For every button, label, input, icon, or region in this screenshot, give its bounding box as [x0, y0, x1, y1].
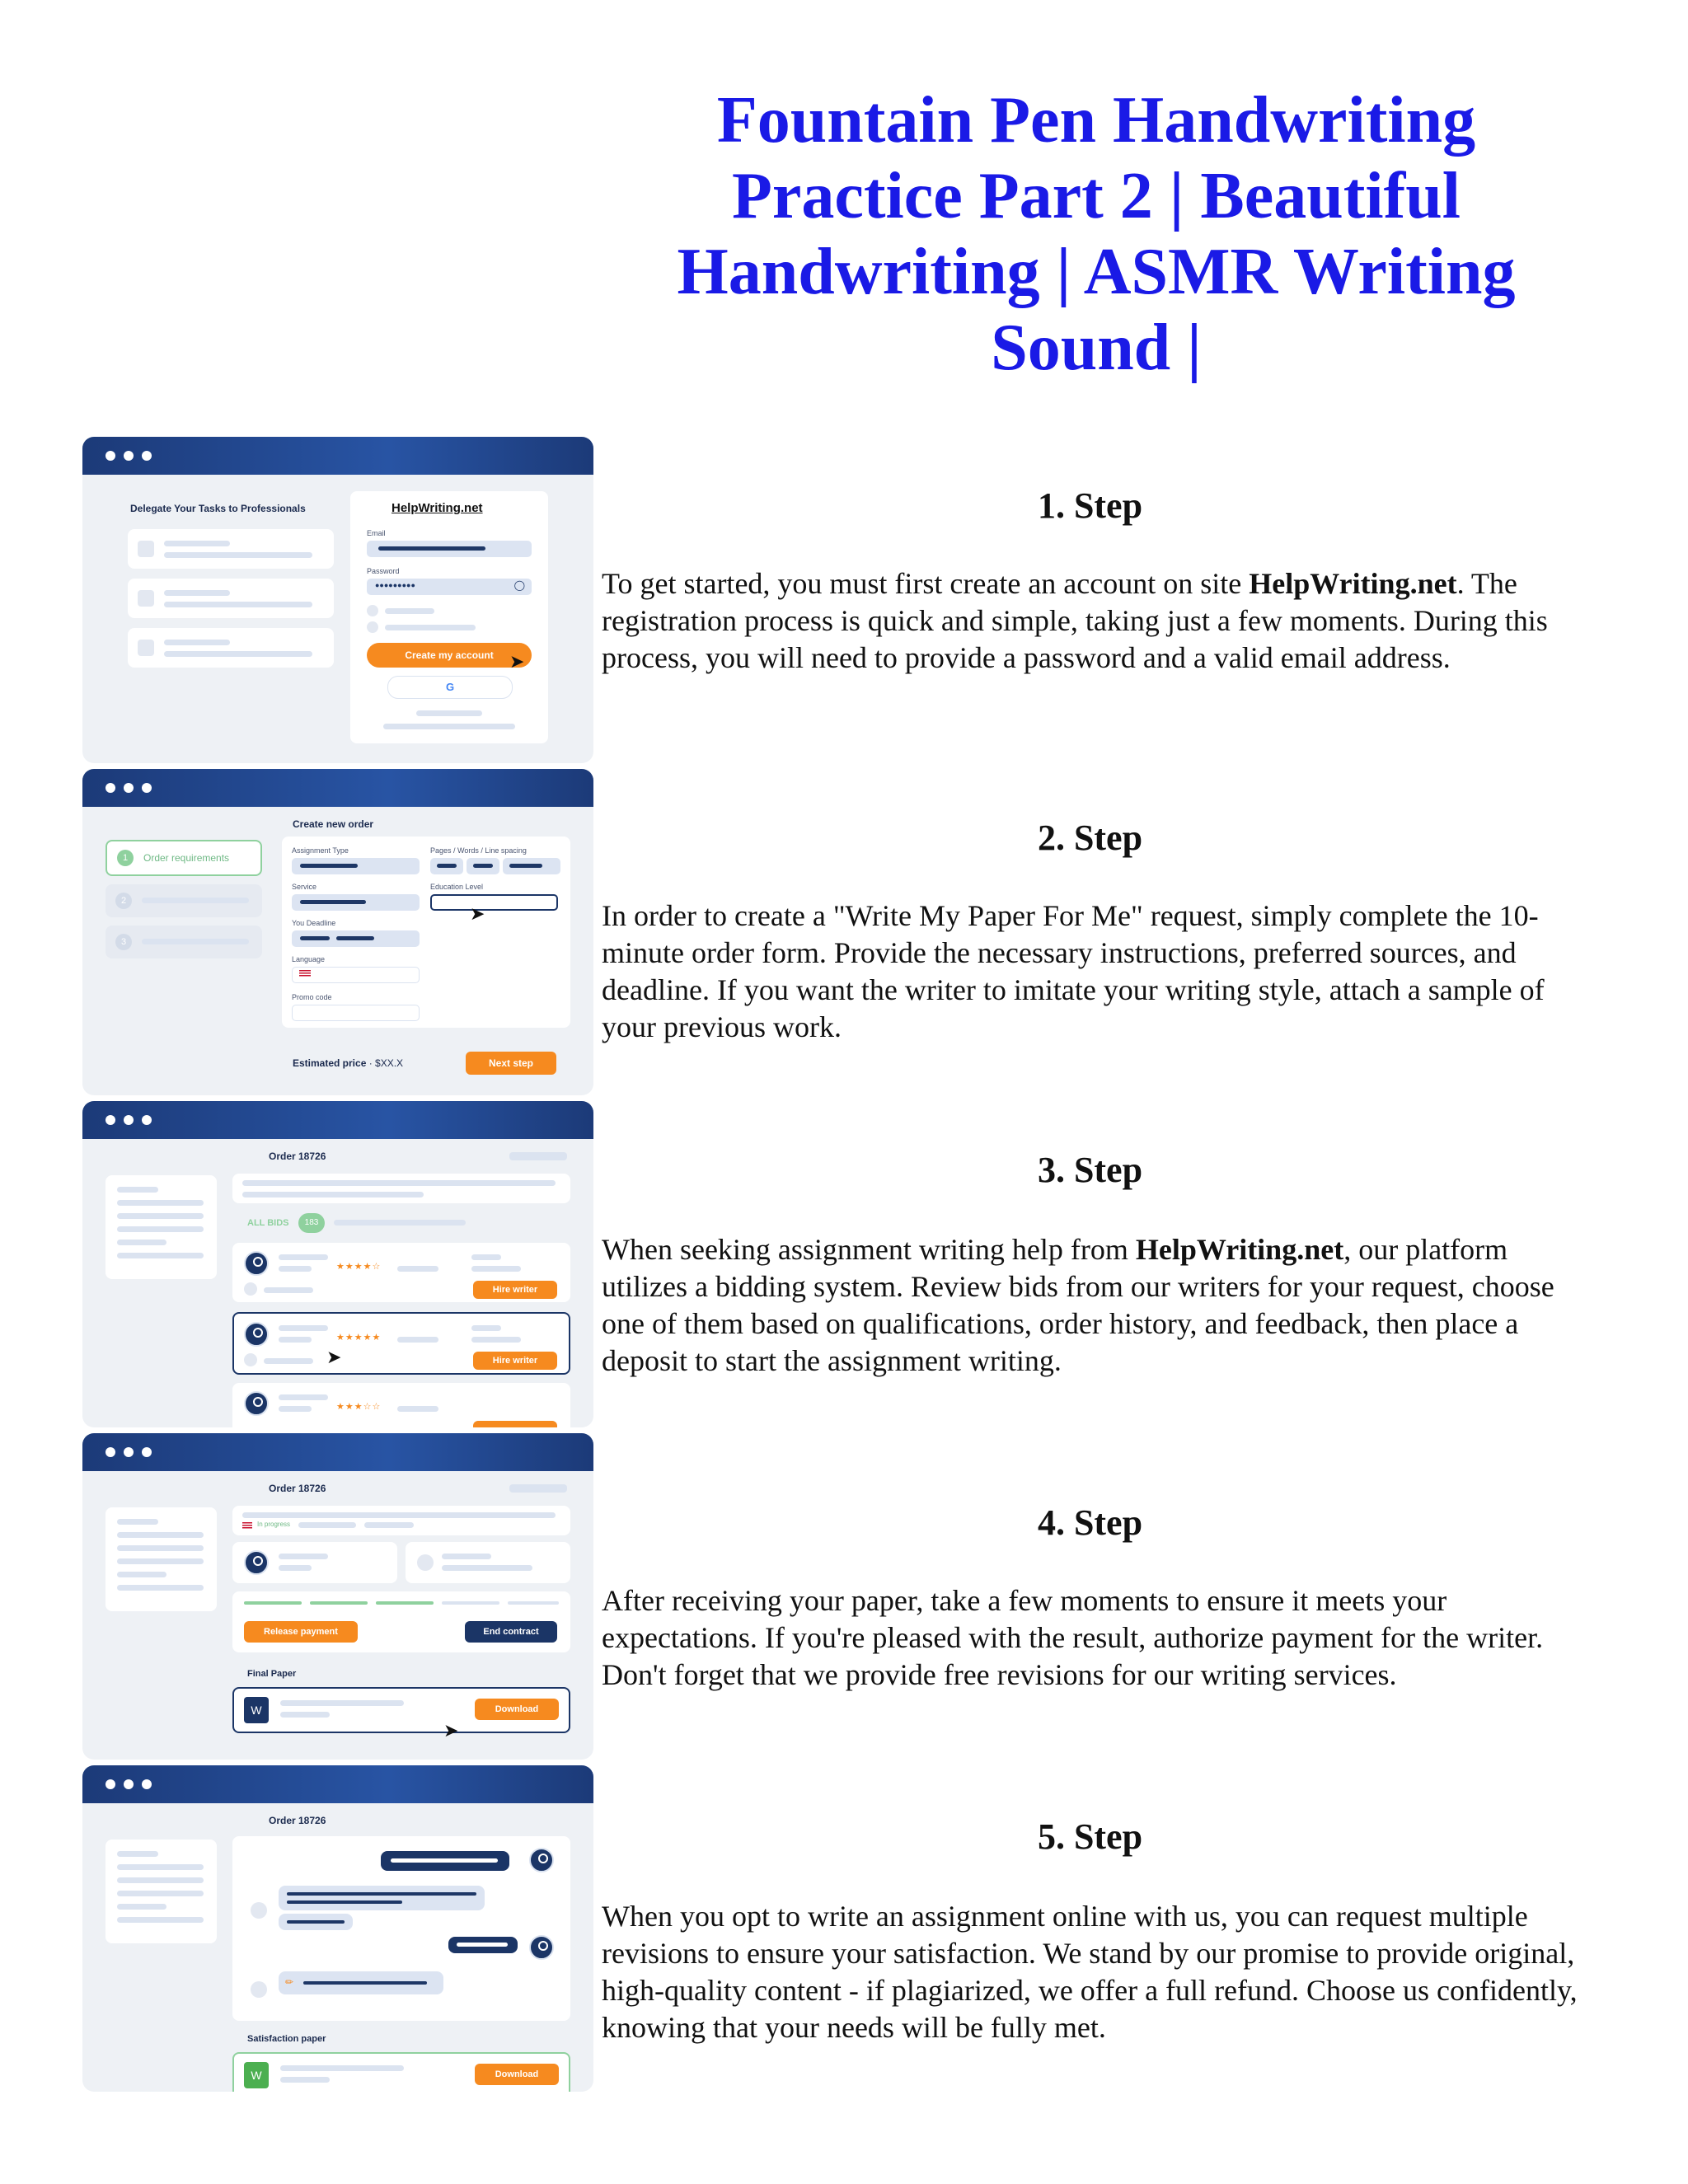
screenshot-bids	[82, 1101, 593, 1427]
order-number: Order 18726	[269, 1151, 326, 1162]
step-requirements[interactable]	[106, 840, 262, 876]
flag-icon	[242, 1522, 252, 1529]
bid-card-selected[interactable]	[232, 1312, 570, 1375]
google-signin-button[interactable]	[387, 676, 513, 699]
step-label: Order requirements	[143, 852, 230, 864]
all-bids-label: ALL BIDS	[247, 1218, 289, 1228]
window-dots-icon	[106, 1115, 152, 1125]
window-dots-icon	[106, 1779, 152, 1789]
hire-writer-button[interactable]	[473, 1421, 557, 1427]
writer-card	[232, 1542, 397, 1583]
attachment-icon: ✏	[285, 1976, 294, 1988]
task-card	[128, 529, 334, 569]
message-bubble-out	[448, 1937, 518, 1953]
window-titlebar	[82, 1765, 593, 1803]
bid-card	[232, 1243, 570, 1302]
spacing-field[interactable]	[503, 858, 560, 874]
screenshot-signup	[82, 437, 593, 763]
final-paper-label: Final Paper	[247, 1669, 297, 1679]
window-titlebar	[82, 769, 593, 807]
step-heading: 1. Step	[1037, 485, 1143, 526]
password-field[interactable]	[367, 579, 532, 595]
step-description: When you opt to write an assignment online with us, you can request multiple revisions to ensure your satisfaction. We stand by our promise to provide original, high-quality content - if plagiarized, we offer a full refund. Choose us confidently, knowing that your needs will be fully met.	[602, 1900, 1578, 2044]
cursor-icon: ➤	[326, 1347, 342, 1367]
window-titlebar	[82, 1101, 593, 1139]
us-flag-icon	[299, 970, 311, 977]
password-value: ●●●●●●●●●	[375, 581, 415, 589]
education-select[interactable]	[430, 894, 558, 911]
step-heading: 2. Step	[1037, 818, 1143, 858]
order-summary	[232, 1174, 570, 1203]
pages-field[interactable]	[430, 858, 463, 874]
step-number: 1	[117, 850, 134, 866]
message-bubble-in	[279, 1886, 485, 1910]
page-title: Fountain Pen Handwriting Practice Part 2 | Beautiful Handwriting | ASMR Writing Sound |	[677, 84, 1516, 384]
screenshot-chat	[82, 1765, 593, 2092]
end-contract-button[interactable]: End contract	[465, 1621, 557, 1643]
price-value: · $XX.X	[366, 1057, 404, 1069]
rating-stars: ★★★☆☆	[336, 1402, 382, 1412]
hire-writer-button[interactable]: Hire writer	[473, 1281, 557, 1299]
message-attachment[interactable]	[279, 1971, 443, 1994]
eye-icon[interactable]: ◯	[513, 579, 525, 591]
window-dots-icon	[106, 1447, 152, 1457]
user-avatar-icon	[529, 1848, 554, 1872]
step-two[interactable]	[106, 884, 262, 917]
step-description: In order to create a "Write My Paper For Me" request, simply complete the 10-minute order form. Provide the necessary instructions, preferred sources, and deadline. If you want the writer to imitate your writing style, attach a sample of your previous work.	[602, 899, 1545, 1043]
rating-stars: ★★★★☆	[336, 1262, 382, 1272]
language-select[interactable]	[292, 967, 420, 983]
sidebar-card	[106, 1507, 217, 1611]
satisfaction-paper-label: Satisfaction paper	[247, 2034, 326, 2044]
order-number: Order 18726	[269, 1483, 326, 1494]
window-titlebar	[82, 1433, 593, 1471]
order-summary	[232, 1506, 570, 1535]
writer-avatar-icon	[244, 1322, 269, 1347]
order-form	[282, 837, 570, 1028]
step-description: When seeking assignment writing help from HelpWriting.net, our platform utilizes a bidding system. Review bids from our writers for your request, choose one of them based on qualifications, order history, and feedback, then place a deposit to start the assignment writing.	[602, 1233, 1554, 1377]
step-heading: 4. Step	[1037, 1502, 1143, 1543]
email-label: Email	[367, 529, 386, 537]
user-avatar-icon	[529, 1935, 554, 1960]
order-number: Order 18726	[269, 1815, 326, 1826]
assignment-type-select[interactable]	[292, 858, 420, 874]
screenshot-final-paper	[82, 1433, 593, 1760]
estimated-price	[293, 1057, 403, 1069]
order-status: In progress	[257, 1521, 291, 1528]
support-card	[406, 1542, 570, 1583]
writer-avatar-icon	[244, 1391, 269, 1416]
step-number: 3	[115, 934, 132, 950]
promo-label: Promo code	[292, 993, 332, 1001]
sidebar-card	[106, 1175, 217, 1279]
chat-window	[232, 1836, 570, 2021]
bid-card	[232, 1383, 570, 1427]
step-number: 2	[115, 893, 132, 909]
payment-card	[232, 1591, 570, 1652]
education-label: Education Level	[430, 883, 484, 891]
next-step-button[interactable]: Next step	[466, 1052, 556, 1075]
service-label: Service	[292, 883, 317, 891]
word-file-icon: W	[244, 1697, 269, 1723]
window-titlebar	[82, 437, 593, 475]
email-field[interactable]	[367, 541, 532, 557]
step-heading: 5. Step	[1037, 1816, 1143, 1857]
sidebar-card	[106, 1840, 217, 1943]
task-card	[128, 628, 334, 668]
download-button[interactable]: Download	[475, 2064, 559, 2085]
google-icon: G	[445, 681, 455, 693]
language-label: Language	[292, 955, 326, 963]
step-three[interactable]	[106, 926, 262, 958]
window-dots-icon	[106, 783, 152, 793]
writer-avatar-icon	[244, 1251, 269, 1276]
pages-label: Pages / Words / Line spacing	[430, 846, 527, 855]
words-field[interactable]	[467, 858, 499, 874]
message-bubble-in	[279, 1914, 353, 1930]
deadline-field[interactable]	[292, 930, 420, 947]
price-label: Estimated price	[293, 1057, 367, 1069]
brand-logo: HelpWriting.net	[392, 501, 483, 515]
writer-avatar-icon	[244, 1550, 269, 1575]
promo-field[interactable]	[292, 1005, 420, 1021]
bids-count-badge: 183	[298, 1213, 325, 1233]
deadline-label: You Deadline	[292, 919, 336, 927]
message-bubble-out	[381, 1851, 509, 1871]
word-file-icon: W	[244, 2062, 269, 2088]
hire-writer-button[interactable]: Hire writer	[473, 1352, 557, 1370]
step-heading: 3. Step	[1037, 1150, 1143, 1190]
download-button[interactable]: Download	[475, 1699, 559, 1720]
step-description: To get started, you must first create an account on site HelpWriting.net. The registration process is quick and simple, taking just a few moments. During this process, you will need to provide a password and a valid email address.	[602, 567, 1548, 674]
cursor-icon: ➤	[509, 651, 525, 672]
cursor-icon: ➤	[443, 1720, 459, 1741]
release-payment-button[interactable]: Release payment	[244, 1621, 358, 1643]
rating-stars: ★★★★★	[336, 1333, 382, 1343]
step-description: After receiving your paper, take a few moments to ensure it meets your expectations. If you're pleased with the result, authorize payment for the writer. Don't forget that we provide free revisions for our writing services.	[602, 1584, 1544, 1691]
password-label: Password	[367, 567, 400, 575]
create-account-button[interactable]: Create my account	[367, 643, 532, 668]
signup-heading: Delegate Your Tasks to Professionals	[130, 503, 306, 514]
service-select[interactable]	[292, 894, 420, 911]
window-dots-icon	[106, 451, 152, 461]
assignment-type-label: Assignment Type	[292, 846, 349, 855]
signup-form	[350, 491, 548, 743]
task-card	[128, 579, 334, 618]
screenshot-order-form	[82, 769, 593, 1095]
final-paper-file[interactable]	[232, 1687, 570, 1733]
satisfaction-paper-file[interactable]	[232, 2052, 570, 2092]
cursor-icon: ➤	[470, 903, 485, 924]
order-form-heading: Create new order	[293, 818, 374, 830]
